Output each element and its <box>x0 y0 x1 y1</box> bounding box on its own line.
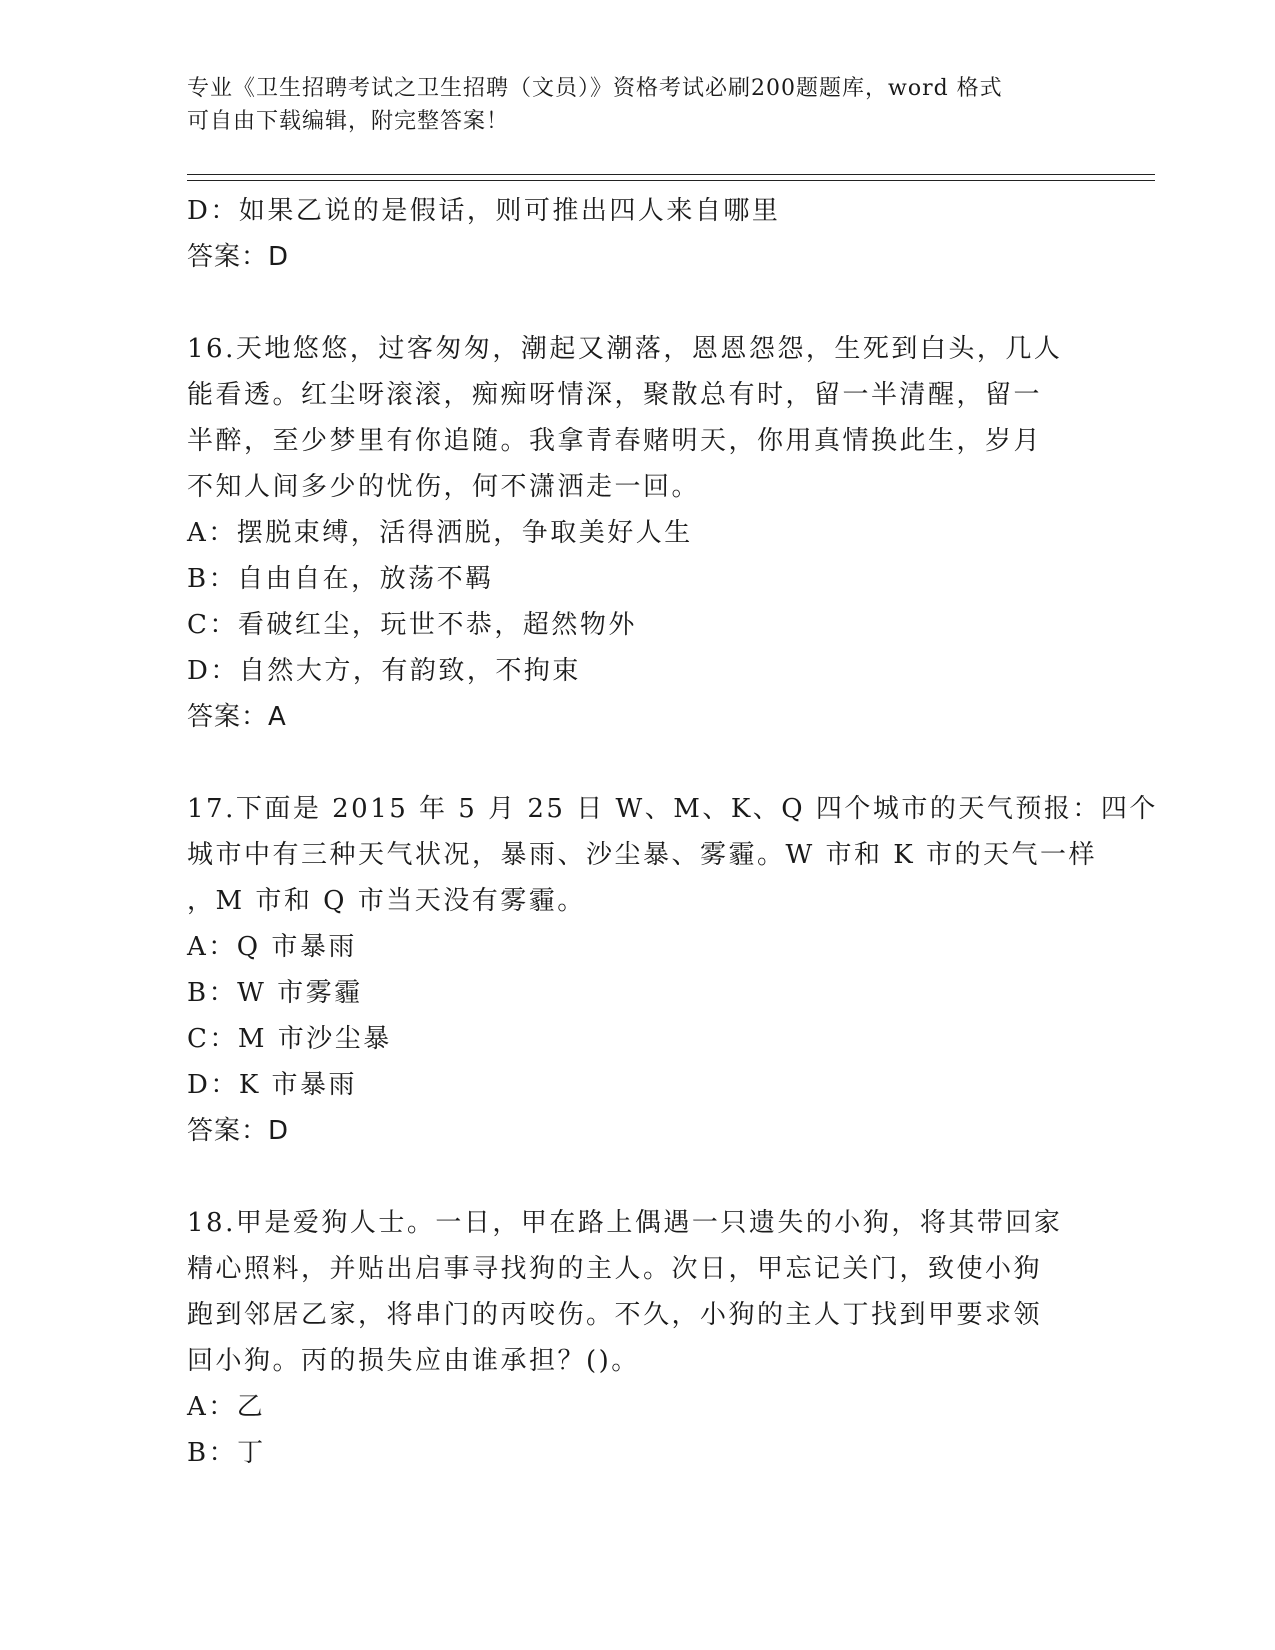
question-stem-line: 回小狗。丙的损失应由谁承担？()。 <box>187 1346 640 1376</box>
option-d: D：K 市暴雨 <box>187 1070 358 1100</box>
question-stem-line: 18.甲是爱狗人士。一日，甲在路上偶遇一只遗失的小狗，将其带回家 <box>187 1208 1063 1238</box>
option-a: A：Q 市暴雨 <box>187 932 357 962</box>
question-15 <box>187 188 1087 280</box>
header-divider-bottom <box>187 180 1155 181</box>
option-a: A：摆脱束缚，活得洒脱，争取美好人生 <box>187 518 693 548</box>
answer: 答案：A <box>187 702 287 732</box>
question-stem-line: 跑到邻居乙家，将串门的丙咬伤。不久，小狗的主人丁找到甲要求领 <box>187 1300 1043 1330</box>
option-d: D：自然大方，有韵致，不拘束 <box>187 656 581 686</box>
answer: 答案：D <box>187 1116 290 1146</box>
option-b: B：自由自在，放荡不羁 <box>187 564 494 594</box>
question-stem-line: 城市中有三种天气状况，暴雨、沙尘暴、雾霾。W 市和 K 市的天气一样 <box>187 840 1097 870</box>
question-16 <box>187 326 1087 740</box>
answer: 答案：D <box>187 242 290 272</box>
question-list <box>187 188 1158 1476</box>
header-line-2: 可自由下载编辑，附完整答案！ <box>187 109 510 134</box>
spacer <box>187 1154 1087 1200</box>
spacer <box>187 280 1087 326</box>
spacer <box>187 740 1087 786</box>
option-c: C：看破红尘，玩世不恭，超然物外 <box>187 610 637 640</box>
option-d: D：如果乙说的是假话，则可推出四人来自哪里 <box>187 196 781 226</box>
document-header <box>187 72 1067 138</box>
option-b: B：W 市雾霾 <box>187 978 363 1008</box>
question-stem-line: 不知人间多少的忧伤，何不潇洒走一回。 <box>187 472 701 502</box>
question-18 <box>187 1200 1087 1476</box>
question-17 <box>187 786 1158 1154</box>
question-stem-line: 16.天地悠悠，过客匆匆，潮起又潮落，恩恩怨怨，生死到白头，几人 <box>187 334 1063 364</box>
question-stem-line: 能看透。红尘呀滚滚，痴痴呀情深，聚散总有时，留一半清醒，留一 <box>187 380 1043 410</box>
question-stem-line: ，M 市和 Q 市当天没有雾霾。 <box>187 886 586 916</box>
option-a: A：乙 <box>187 1392 266 1422</box>
option-b: B：丁 <box>187 1438 266 1468</box>
header-divider-top <box>187 174 1155 175</box>
question-stem-line: 半醉，至少梦里有你追随。我拿青春赌明天，你用真情换此生，岁月 <box>187 426 1043 456</box>
header-line-1: 专业《卫生招聘考试之卫生招聘（文员）》资格考试必刷200题题库，word 格式 <box>187 76 1003 101</box>
question-stem-line: 精心照料，并贴出启事寻找狗的主人。次日，甲忘记关门，致使小狗 <box>187 1254 1043 1284</box>
question-stem-line: 17.下面是 2015 年 5 月 25 日 W、M、K、Q 四个城市的天气预报：四个 <box>187 794 1158 824</box>
option-c: C：M 市沙尘暴 <box>187 1024 392 1054</box>
